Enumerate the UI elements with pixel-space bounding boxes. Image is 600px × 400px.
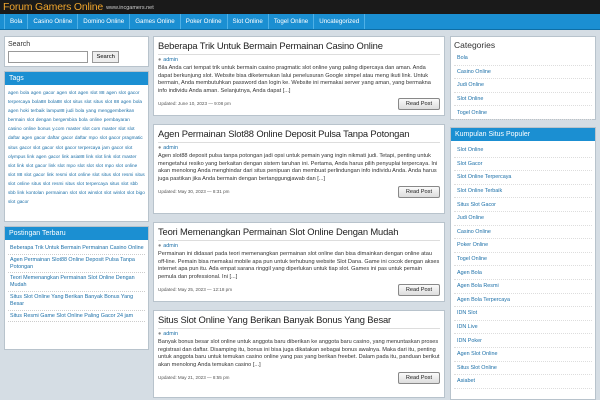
popular-site-link[interactable]: IDN Slot bbox=[454, 307, 592, 321]
popular-site-link[interactable]: Slot Online Terbaik bbox=[454, 185, 592, 199]
nav-item-poker-online[interactable]: Poker Online bbox=[181, 14, 228, 29]
post-title[interactable]: Beberapa Trik Untuk Bermain Permainan Casino Online bbox=[158, 40, 440, 55]
post-excerpt: Banyak bonus besar slot online untuk anggota baru diberikan ke anggota baru casino, yang menuntaskan proses registrasi dan daftar. Disamping itu, bonus ini bisa juga dikatakan sebagai bonus awalnya. Maka dari itu, penting untuk anggota baru untuk temukan casino online yang pas yang berikan freebet. Dalam pada itu, panduan berikut akan menolong Anda temukan casino [...] bbox=[158, 339, 440, 369]
post-author[interactable] bbox=[158, 242, 440, 250]
category-link[interactable]: Casino Online bbox=[454, 66, 592, 80]
read-post-button[interactable]: Read Post bbox=[398, 284, 440, 296]
post-author-name[interactable]: admin bbox=[163, 57, 178, 63]
post-author[interactable] bbox=[158, 56, 440, 64]
post-excerpt: Agen slot88 deposit pulsa tanpa potongan jadi opsi untuk pemain yang ingin nikmati judi. Tetapi, penting untuk mengetahui resiko yang berkaitan dengan sistem taruhan ini. Pertama, Anda harus pilih penyuplai terpercaya. Ini akan menolong Anda menghindar dari situs penipuan dan membuat perlindungan info individu Anda. Anda harus juga pastikan jika Anda bermain dengan bertanggungjawab dan [...] bbox=[158, 153, 438, 183]
category-link[interactable]: Bola bbox=[454, 52, 592, 66]
recent-posts-widget bbox=[4, 226, 149, 350]
post-title[interactable]: Situs Slot Online Yang Berikan Banyak Bonus Yang Besar bbox=[158, 314, 440, 329]
user-icon: ● bbox=[158, 243, 162, 249]
site-header bbox=[0, 0, 600, 14]
user-icon: ● bbox=[158, 145, 162, 151]
nav-item-slot-online[interactable]: Slot Online bbox=[228, 14, 269, 29]
popular-site-link[interactable]: Situs Slot Gacor bbox=[454, 198, 592, 212]
popular-site-link[interactable]: Poker Online bbox=[454, 239, 592, 253]
post-author[interactable] bbox=[158, 330, 440, 338]
popular-site-link[interactable]: IDN Poker bbox=[454, 334, 592, 348]
search-button[interactable]: Search bbox=[92, 51, 118, 63]
nav-item-togel-online[interactable]: Togel Online bbox=[269, 14, 314, 29]
post-date: Updated: May 21, 2023 — 8:55 pm bbox=[158, 375, 230, 381]
popular-site-link[interactable]: Slot Online bbox=[454, 144, 592, 158]
recent-post-link[interactable]: Teori Memenangkan Permainan Slot Online Dengan Mudah bbox=[8, 273, 145, 292]
post-author-name[interactable]: admin bbox=[163, 145, 178, 151]
nav-item-domino-online[interactable]: Domino Online bbox=[78, 14, 130, 29]
post-author-name[interactable]: admin bbox=[163, 331, 178, 337]
category-link[interactable]: Judi Online bbox=[454, 79, 592, 93]
post-excerpt: Permainan ini didasari pada teori memenangkan permainan slot online dan bisa dimainkan dengan online atau off-line. Pemain bisa memakai mobile apa pun untuk terhubung website Slot Dana. Game ini cocok dengan akses internet apa pun itu. Ada empat sarana ringgil yang diperlukan untuk tiap slot. Games ini pas untuk pemain pemula dan professional. Ini [...] bbox=[158, 251, 440, 281]
popular-site-link[interactable]: IDN Live bbox=[454, 321, 592, 335]
site-description: www.incgamers.net bbox=[106, 5, 154, 11]
user-icon: ● bbox=[158, 331, 162, 337]
tag-cloud[interactable]: agen bola agen gacor agen slot agen slot 88 agen slot gacor terpercaya bola88 bola88 slot situs slot situs slot 88 agen bola agen hoki terbaik lampu88 judi bola yang menggemberikan bermain slot dengan bergembira bola online pembayaran casino online bonus y.com master slot com master slot slot daftar agen gacor daftar gacor daftar mpo slot gacor pragmatic situs gacor slot gacor slot gacor terpercaya jam gacor slot olympus link agen gacor link asia88 link slot link slot master slot link slot gacor link slot mpo slot slot slot mpo slot online slot 88 slot gacor link resmi slot online slot situs slot resmi situs slot online situs slot resmi situs slot terpercaya situs slot sbb sbb link kontolan permainan slot slot winslot slot winlot slot bigo slot gacor bbox=[8, 90, 145, 205]
nav-item-bola[interactable]: Bola bbox=[4, 14, 28, 29]
popular-site-link[interactable]: Situs Slot Online bbox=[454, 362, 592, 376]
search-input[interactable] bbox=[8, 51, 88, 63]
popular-site-link[interactable]: Agen Bola bbox=[454, 266, 592, 280]
search-widget bbox=[4, 36, 149, 67]
tags-widget bbox=[4, 71, 149, 222]
post-excerpt: Bila Anda cari tempat trik untuk bermain casino pragmatic slot online yang paling dipercaya dan aman. Anda dapat berkunjung slot. Website bisa diketemukan lalui penelusuran Google simpel atau meng ikuti link. Untuk bermain, Anda membutuhkan password dan login ke. Website ini memakai server yang aman, yang bermakna info individu Anda aman. Selanjutnya, Anda dapat [...] bbox=[158, 65, 431, 95]
recent-post-link[interactable]: Situs Slot Online Yang Berikan Banyak Bonus Yang Besar bbox=[8, 292, 145, 311]
popular-site-link[interactable]: Togel Online bbox=[454, 253, 592, 267]
read-post-button[interactable]: Read Post bbox=[398, 372, 440, 384]
read-post-button[interactable]: Read Post bbox=[398, 98, 440, 110]
popular-site-link[interactable]: Agen Bola Terpercaya bbox=[454, 294, 592, 308]
main-nav bbox=[0, 14, 600, 30]
nav-item-casino-online[interactable]: Casino Online bbox=[28, 14, 78, 29]
popular-site-link[interactable]: Judi Online bbox=[454, 212, 592, 226]
post-card bbox=[153, 124, 445, 214]
read-post-button[interactable]: Read Post bbox=[398, 186, 440, 198]
tags-title: Tags bbox=[5, 72, 148, 85]
popular-site-link[interactable]: Slot Online Terpercaya bbox=[454, 171, 592, 185]
post-date: Updated: May 25, 2023 — 12:18 pm bbox=[158, 287, 233, 293]
recent-posts-title: Postingan Terbaru bbox=[5, 227, 148, 240]
post-author-name[interactable]: admin bbox=[163, 243, 178, 249]
site-title[interactable]: Forum Gamers Online bbox=[3, 1, 104, 13]
categories-title: Categories bbox=[454, 40, 496, 50]
nav-item-uncategorized[interactable]: Uncategorized bbox=[314, 14, 365, 29]
post-card bbox=[153, 222, 445, 302]
post-date: Updated: June 10, 2023 — 9:08 pm bbox=[158, 101, 231, 107]
popular-site-link[interactable]: Casino Online bbox=[454, 226, 592, 240]
category-link[interactable]: Togel Online bbox=[454, 106, 592, 120]
post-card bbox=[153, 310, 445, 398]
popular-site-link[interactable]: Agen Bola Resmi bbox=[454, 280, 592, 294]
popular-site-link[interactable]: Agen Slot Online bbox=[454, 348, 592, 362]
popular-sites-title: Kumpulan Situs Populer bbox=[451, 128, 595, 141]
recent-post-link[interactable]: Situs Resmi Game Slot Online Paling Gacor 24 jam bbox=[8, 311, 145, 323]
popular-site-link[interactable]: Slot Gacor bbox=[454, 158, 592, 172]
category-link[interactable]: Slot Online bbox=[454, 93, 592, 107]
categories-widget bbox=[450, 36, 596, 120]
post-title[interactable]: Agen Permainan Slot88 Online Deposit Pulsa Tanpa Potongan bbox=[158, 128, 440, 143]
popular-site-link[interactable]: Asiabet bbox=[454, 375, 592, 389]
recent-post-link[interactable]: Beberapa Trik Untuk Bermain Permainan Casino Online bbox=[8, 243, 145, 255]
user-icon: ● bbox=[158, 57, 162, 63]
post-author[interactable] bbox=[158, 144, 440, 152]
search-label: Search bbox=[8, 41, 31, 48]
post-title[interactable]: Teori Memenangkan Permainan Slot Online Dengan Mudah bbox=[158, 226, 440, 241]
post-card bbox=[153, 36, 445, 116]
popular-sites-widget bbox=[450, 127, 596, 400]
post-date: Updated: May 30, 2023 — 8:31 pm bbox=[158, 189, 230, 195]
nav-item-games-online[interactable]: Games Online bbox=[130, 14, 181, 29]
recent-post-link[interactable]: Agen Permainan Slot88 Online Deposit Pulsa Tanpa Potongan bbox=[8, 255, 145, 274]
